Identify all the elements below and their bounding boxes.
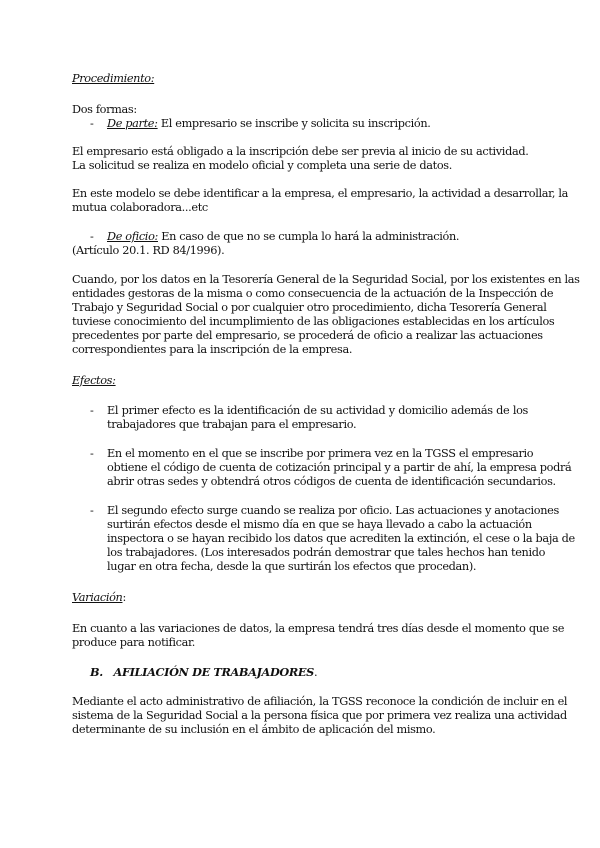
afiliacion-heading-period: . [314, 666, 318, 679]
de-parte-text: El empresario se inscribe y solicita su inscripción. [157, 117, 431, 130]
de-parte-label: De parte: [107, 117, 158, 130]
articulo-reference: (Artículo 20.1. RD 84/1996). [72, 244, 225, 257]
paragraph-line: tuviese conocimiento del incumplimiento de las obligaciones establecidas en los artículos [72, 315, 555, 328]
afiliacion-heading-label: B. AFILIACIÓN DE TRABAJADORES [90, 665, 314, 679]
paragraph-line: La solicitud se realiza en modelo oficial y completa una serie de datos. [72, 159, 452, 172]
efecto-3-line: inspectora o se hayan recibido los datos que acrediten la extinción, el cese o la baja de [107, 532, 575, 545]
efecto-3-line: surtirán efectos desde el mismo día en que se haya llevado a cabo la actuación [107, 518, 532, 531]
efecto-2-line: En el momento en el que se inscribe por primera vez en la TGSS el empresario [107, 447, 534, 460]
efecto-3-line: los trabajadores. (Los interesados podrán demostrar que tales hechos han tenido [107, 546, 546, 559]
efecto-2-line: abrir otras sedes y obtendrá otros códigos de cuenta de identificación secundarios. [107, 475, 556, 488]
efecto-1-line: El primer efecto es la identificación de su actividad y domicilio además de los [107, 404, 528, 417]
paragraph-line: determinante de su inclusión en el ámbito de aplicación del mismo. [72, 723, 436, 736]
de-oficio-label: De oficio: [107, 230, 158, 243]
de-parte-item [107, 117, 430, 131]
paragraph-line: En cuanto a las variaciones de datos, la empresa tendrá tres días desde el momento que se [72, 622, 565, 635]
variacion-heading-label: Variación [72, 591, 123, 604]
efecto-2-line: obtiene el código de cuenta de cotización principal y a partir de ahí, la empresa podrá [107, 461, 572, 474]
paragraph-line: Trabajo y Seguridad Social o por cualquier otro procedimiento, dicha Tesorería General [72, 301, 547, 314]
variacion-heading-colon: : [122, 591, 126, 604]
paragraph-line: El empresario está obligado a la inscripción debe ser previa al inicio de su actividad. [72, 145, 529, 158]
paragraph-line: produce para notificar. [72, 636, 196, 649]
de-oficio-item [107, 230, 459, 244]
paragraph-line: Mediante el acto administrativo de afiliación, la TGSS reconoce la condición de incluir en el [72, 695, 568, 708]
de-oficio-text: En caso de que no se cumpla lo hará la administración. [157, 230, 460, 243]
efecto-1-line: trabajadores que trabajan para el empresario. [107, 418, 357, 431]
variacion-heading [72, 591, 126, 605]
efectos-heading: Efectos: [72, 374, 116, 387]
paragraph-line: correspondientes para la inscripción de la empresa. [72, 343, 353, 356]
paragraph-line: precedentes por parte del empresario, se procederá de oficio a realizar las actuaciones [72, 329, 543, 342]
paragraph-line: mutua colaboradora...etc [72, 201, 208, 214]
bullet-dash: - [90, 230, 94, 243]
paragraph-line: Cuando, por los datos en la Tesorería General de la Seguridad Social, por los existentes en las [72, 273, 580, 286]
afiliacion-heading [90, 665, 317, 680]
bullet-dash: - [90, 447, 94, 460]
dos-formas-text: Dos formas: [72, 103, 137, 116]
efecto-3-line: lugar en otra fecha, desde la que surtirán los efectos que procedan). [107, 560, 477, 573]
paragraph-line: entidades gestoras de la misma o como consecuencia de la actuación de la Inspección de [72, 287, 554, 300]
bullet-dash: - [90, 404, 94, 417]
bullet-dash: - [90, 504, 94, 517]
paragraph-line: sistema de la Seguridad Social a la persona física que por primera vez realiza una actividad [72, 709, 567, 722]
efecto-3-line: El segundo efecto surge cuando se realiza por oficio. Las actuaciones y anotaciones [107, 504, 559, 517]
paragraph-line: En este modelo se debe identificar a la empresa, el empresario, la actividad a desarrollar, la [72, 187, 569, 200]
procedimiento-heading: Procedimiento: [72, 72, 155, 85]
bullet-dash: - [90, 117, 94, 130]
